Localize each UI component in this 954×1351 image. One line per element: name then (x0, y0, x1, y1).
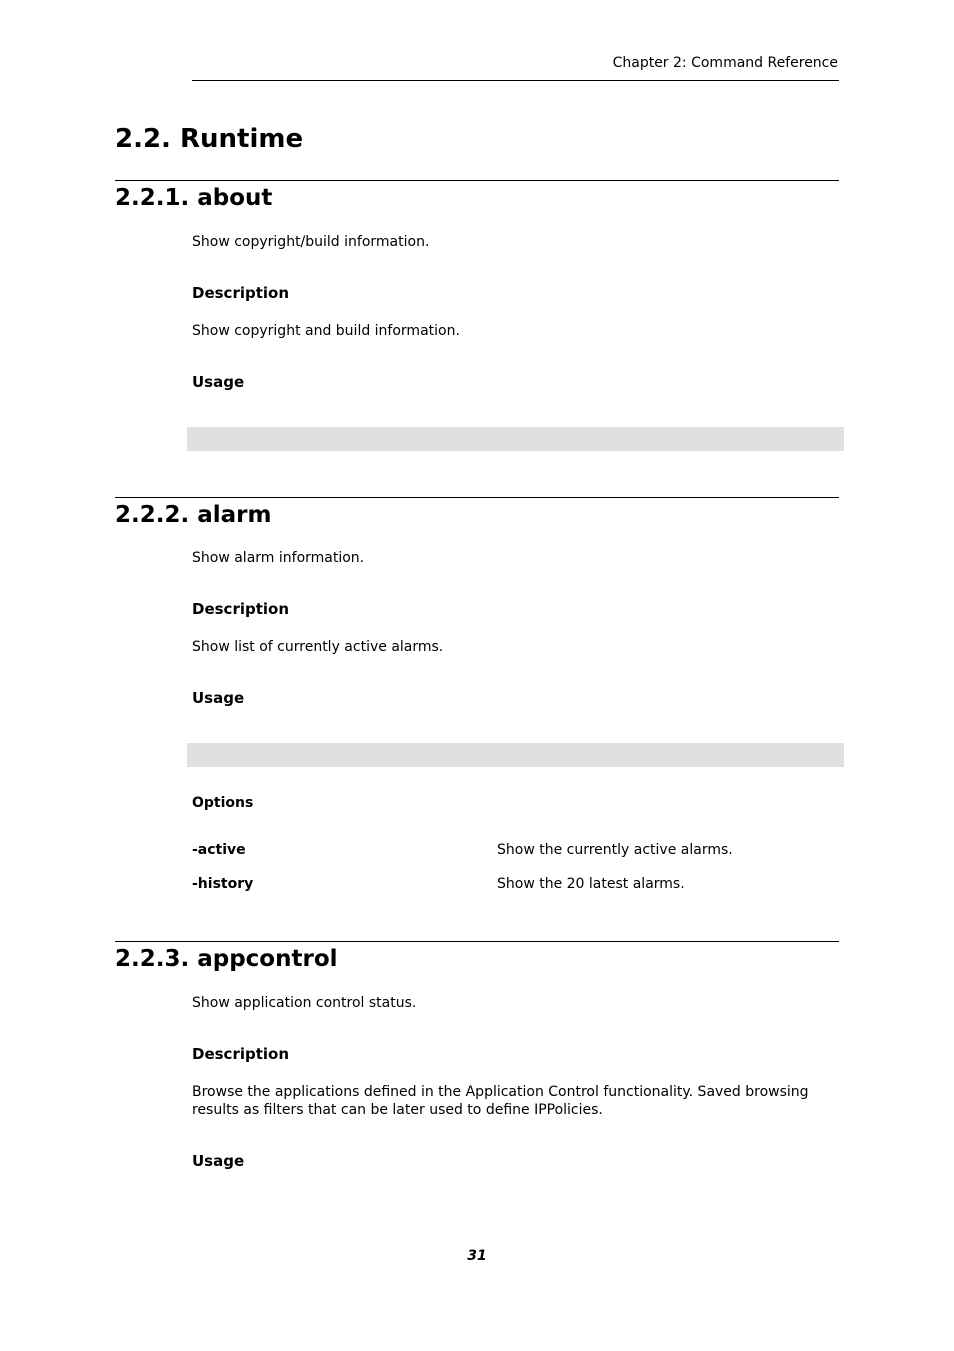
about-description: Show copyright and build information. (192, 323, 460, 339)
alarm-usage-code-block (187, 743, 844, 767)
appcontrol-usage-heading: Usage (192, 1152, 245, 1170)
running-header: Chapter 2: Command Reference (612, 55, 838, 71)
option-name-history: -history (192, 876, 254, 892)
alarm-summary: Show alarm information. (192, 550, 365, 566)
about-usage-code-block (187, 427, 844, 451)
about-usage-heading: Usage (192, 373, 245, 391)
option-name-active: -active (192, 842, 246, 858)
appcontrol-divider (115, 941, 839, 942)
alarm-options-heading: Options (192, 795, 254, 811)
about-heading: 2.2.1. about (115, 185, 273, 211)
page-number: 31 (467, 1248, 487, 1264)
alarm-divider (115, 497, 839, 498)
appcontrol-description-heading: Description (192, 1045, 290, 1063)
alarm-heading: 2.2.2. alarm (115, 502, 272, 528)
appcontrol-heading: 2.2.3. appcontrol (115, 946, 338, 972)
about-description-heading: Description (192, 284, 290, 302)
alarm-description: Show list of currently active alarms. (192, 639, 444, 655)
appcontrol-summary: Show application control status. (192, 995, 417, 1011)
option-desc-active: Show the currently active alarms. (497, 842, 733, 858)
alarm-description-heading: Description (192, 600, 290, 618)
option-desc-history: Show the 20 latest alarms. (497, 876, 685, 892)
appcontrol-description: Browse the applications defined in the Application Control functionality. Saved browsing results as filters that can be later used to define IPPolicies. (192, 1084, 809, 1118)
header-divider (192, 80, 839, 81)
about-summary: Show copyright/build information. (192, 234, 430, 250)
about-divider (115, 180, 839, 181)
alarm-usage-heading: Usage (192, 689, 245, 707)
section-title: 2.2. Runtime (115, 124, 304, 154)
